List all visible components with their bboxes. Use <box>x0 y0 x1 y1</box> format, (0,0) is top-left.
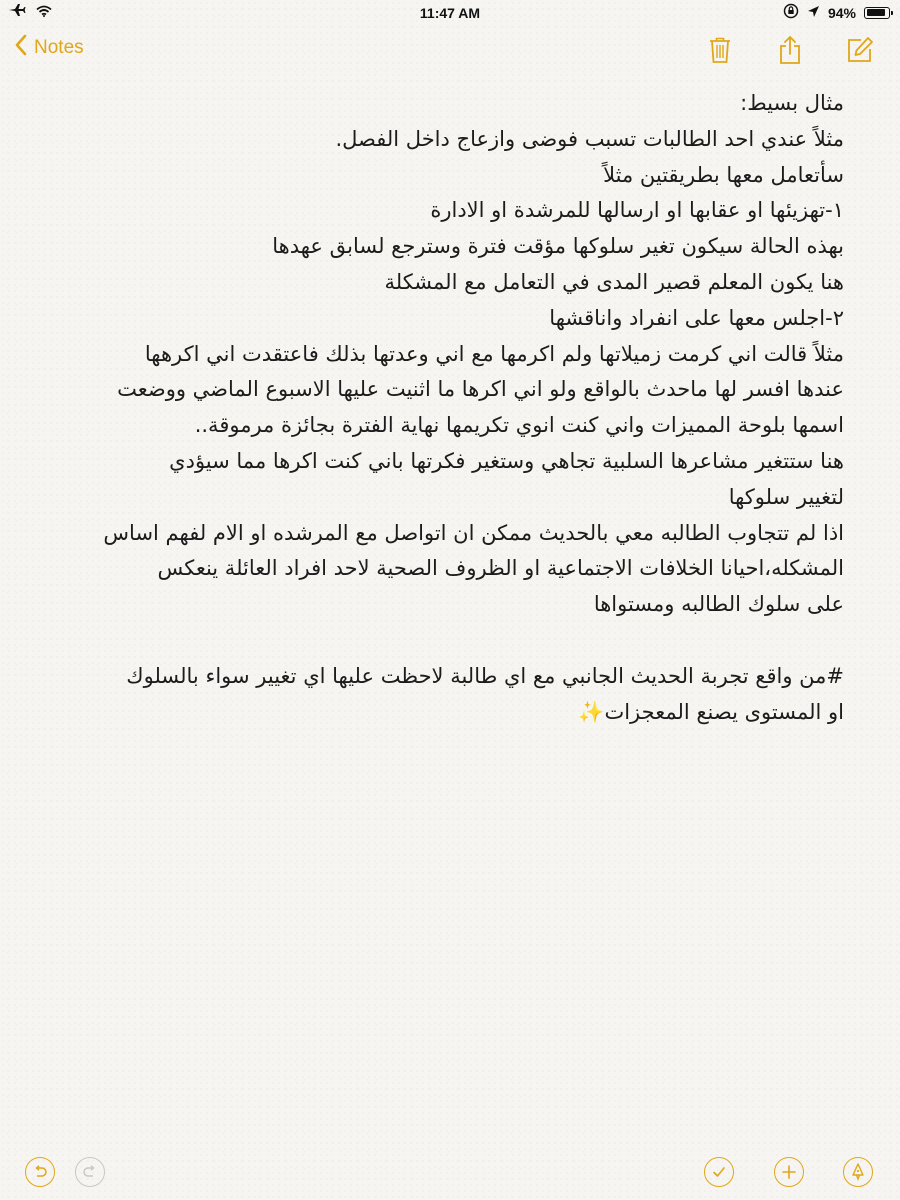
note-line: مثال بسيط: <box>740 91 844 115</box>
note-line: على سلوك الطالبه ومستواها <box>593 592 844 617</box>
trash-icon[interactable] <box>702 32 738 68</box>
note-line: #من واقع تجربة الحديث الجانبي مع اي طالبة لاحظت عليها اي تغيير سواء بالسلوك <box>126 663 844 688</box>
checklist-icon[interactable] <box>704 1157 734 1187</box>
nav-bar <box>0 28 900 72</box>
rotation-lock-icon <box>783 3 799 22</box>
status-time: 11:47 AM <box>419 5 481 21</box>
back-label: Notes <box>34 37 84 58</box>
note-line: مثلاً عندي احد الطالبات تسبب فوضى وازعاج داخل الفصل. <box>335 126 844 151</box>
status-bar <box>0 0 900 26</box>
compose-icon[interactable] <box>842 32 878 68</box>
note-line <box>44 623 844 659</box>
status-right <box>783 3 890 22</box>
note-line: اسمها بلوحة المميزات واني كنت انوي تكريمها نهاية الفترة بجائزة مرموقة.. <box>194 413 844 438</box>
battery-percent: 94% <box>827 4 856 21</box>
back-to-notes-button[interactable] <box>14 34 84 62</box>
chevron-left-icon <box>14 34 28 62</box>
redo-icon[interactable] <box>75 1157 105 1187</box>
note-line: او المستوى يصنع المعجزات✨ <box>578 699 844 724</box>
battery-fill <box>867 9 886 16</box>
note-line: المشكله،احيانا الخلافات الاجتماعية او الظروف الصحية لاحد افراد العائلة ينعكس <box>157 556 844 581</box>
add-icon[interactable] <box>774 1157 804 1187</box>
note-line: بهذه الحالة سيكون تغير سلوكها مؤقت فترة وسترجع لسابق عهدها <box>272 234 844 259</box>
undo-icon[interactable] <box>25 1157 55 1187</box>
note-line: لتغيير سلوكها <box>728 484 844 509</box>
battery-icon <box>864 7 890 19</box>
note-line: عندها افسر لها ماحدث بالواقع ولو اني اكرها ما اثنيت عليها الاسبوع الماضي ووضعت <box>117 377 844 402</box>
note-line: ٢-اجلس معها على انفراد واناقشها <box>549 305 844 330</box>
markup-pen-icon[interactable] <box>843 1157 873 1187</box>
note-line: هنا ستتغير مشاعرها السلبية تجاهي وستغير فكرتها باني كنت اكرها مما سيؤدي <box>169 448 844 473</box>
bottom-toolbar <box>0 1155 900 1195</box>
note-body[interactable] <box>44 86 844 730</box>
share-icon[interactable] <box>772 32 808 68</box>
note-line: اذا لم تتجاوب الطالبه معي بالحديث ممكن ان اتواصل مع المرشده او الام لفهم اساس <box>103 520 844 545</box>
note-line: مثلاً قالت اني كرمت زميلاتها ولم اكرمها مع اني وعدتها بذلك فاعتقدت اني اكرهها <box>144 341 844 366</box>
location-icon <box>807 5 820 21</box>
note-line: هنا يكون المعلم قصير المدى في التعامل مع المشكلة <box>384 269 844 294</box>
nav-actions <box>702 32 878 68</box>
note-line: سأتعامل معها بطريقتين مثلاً <box>603 162 844 187</box>
note-line: ١-تهزيئها او عقابها او ارسالها للمرشدة او الادارة <box>430 198 844 223</box>
